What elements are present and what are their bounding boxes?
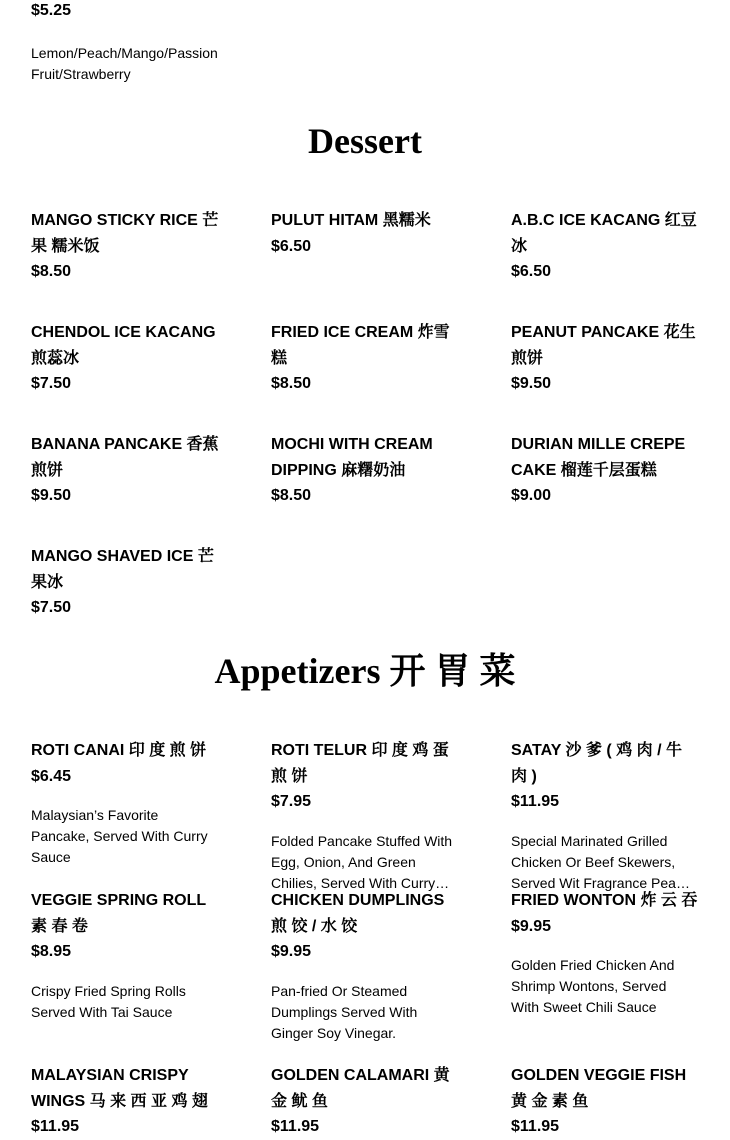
menu-item-name: MALAYSIAN CRISPY WINGS 马 来 西 亚 鸡 翅 — [31, 1067, 208, 1110]
menu-item-price: $8.50 — [271, 487, 312, 504]
menu-item-name: ROTI TELUR 印 度 鸡 蛋 煎 饼 — [271, 742, 449, 785]
menu-item-name: VEGGIE SPRING ROLL 素 春 卷 — [31, 892, 206, 935]
menu-item-fried-wonton[interactable] — [511, 888, 701, 1018]
menu-item-price: $9.95 — [511, 917, 552, 935]
menu-item-price: $6.50 — [511, 263, 552, 280]
menu-item-name: PULUT HITAM 黑糯米 — [271, 212, 431, 229]
menu-item-mango-shaved-ice[interactable] — [31, 544, 221, 621]
menu-item-fried-ice-cream[interactable] — [271, 320, 461, 397]
menu-item-price: $11.95 — [31, 1118, 80, 1135]
menu-item-mochi-cream-dipping[interactable] — [271, 432, 461, 509]
menu-item-name: GOLDEN CALAMARI 黄 金 鱿 鱼 — [271, 1067, 450, 1110]
menu-item-name: MANGO SHAVED ICE 芒果冰 — [31, 548, 214, 591]
menu-item-name: A.B.C ICE KACANG 红豆冰 — [511, 212, 697, 255]
menu-item-pulut-hitam[interactable] — [271, 208, 461, 259]
menu-item-description: Pan-fried Or Steamed Dumplings Served With Ginger Soy Vinegar. — [271, 982, 418, 1041]
menu-item-description: Special Marinated Grilled Chicken Or Beef Skewers, Served Wit Fragrance Peanut — [511, 832, 696, 891]
menu-item-price: $8.50 — [31, 263, 72, 280]
menu-item-price: $9.50 — [31, 487, 72, 504]
menu-item-peanut-pancake[interactable] — [511, 320, 701, 397]
menu-item-banana-pancake[interactable] — [31, 432, 221, 509]
menu-item-durian-mille-crepe[interactable] — [511, 432, 701, 509]
item-price: $5.25 — [31, 2, 72, 19]
menu-item-name: FRIED WONTON 炸 云 吞 — [511, 892, 698, 909]
menu-item-description: Crispy Fried Spring Rolls Served With Tai Sauce — [31, 982, 186, 1020]
item-description: Lemon/Peach/Mango/Passion Fruit/Strawberry — [31, 45, 218, 82]
menu-item-price: $8.95 — [31, 943, 72, 960]
menu-item-roti-canai[interactable] — [31, 738, 221, 868]
section-title-dessert: Dessert — [308, 121, 422, 161]
menu-item-price: $9.00 — [511, 487, 552, 504]
menu-item-golden-calamari[interactable] — [271, 1063, 461, 1140]
menu-item-name: BANANA PANCAKE 香蕉煎饼 — [31, 436, 219, 479]
menu-item-veggie-spring-roll[interactable] — [31, 888, 221, 1023]
menu-item-mango-sticky-rice[interactable] — [31, 208, 221, 285]
menu-item-name: FRIED ICE CREAM 炸雪糕 — [271, 324, 450, 367]
menu-item-name: DURIAN MILLE CREPE CAKE 榴莲千层蛋糕 — [511, 436, 686, 479]
menu-item-price: $11.95 — [511, 1118, 560, 1135]
menu-item-name: MANGO STICKY RICE 芒果 糯米饭 — [31, 212, 219, 255]
menu-item-malaysian-crispy-wings[interactable] — [31, 1063, 221, 1140]
menu-item-price: $9.95 — [271, 943, 312, 960]
menu-item-chendol-ice-kacang[interactable] — [31, 320, 221, 397]
menu-item-price: $7.95 — [271, 793, 312, 810]
menu-item-name: MOCHI WITH CREAM DIPPING 麻糬奶油 — [271, 436, 433, 479]
menu-item-name: GOLDEN VEGGIE FISH 黄 金 素 鱼 — [511, 1067, 687, 1110]
menu-item-chicken-dumplings[interactable] — [271, 888, 461, 1044]
menu-item-golden-veggie-fish[interactable] — [511, 1063, 701, 1140]
menu-item-price: $11.95 — [511, 793, 560, 810]
menu-item-price: $8.50 — [271, 375, 312, 392]
menu-item-price: $6.45 — [31, 767, 72, 785]
menu-item-name: CHICKEN DUMPLINGS 煎 饺 / 水 饺 — [271, 892, 445, 935]
menu-item-description: Folded Pancake Stuffed With Egg, Onion, And Green Chilies, Served With Curry — [271, 832, 453, 891]
menu-item-roti-telur[interactable] — [271, 738, 461, 894]
menu-item-abc-ice-kacang[interactable] — [511, 208, 701, 285]
menu-item-price: $11.95 — [271, 1118, 320, 1135]
menu-item-name: ROTI CANAI 印 度 煎 饼 — [31, 742, 207, 759]
menu-item-name: SATAY 沙 爹 ( 鸡 肉 / 牛 肉 ) — [511, 742, 682, 785]
menu-item-price: $7.50 — [31, 599, 72, 616]
menu-item-price: $9.50 — [511, 375, 552, 392]
menu-item-price: $6.50 — [271, 237, 312, 255]
section-title-appetizers: Appetizers 开 胃 菜 — [214, 651, 516, 691]
menu-item-price: $7.50 — [31, 375, 72, 392]
menu-item-description: Malaysian’s Favorite Pancake, Served With Curry Sauce — [31, 807, 208, 865]
menu-item-name: PEANUT PANCAKE 花生煎饼 — [511, 324, 696, 367]
menu-item-satay[interactable] — [511, 738, 701, 894]
menu-item-name: CHENDOL ICE KACANG 煎蕊冰 — [31, 324, 216, 367]
menu-item-description: Golden Fried Chicken And Shrimp Wontons, Served With Sweet Chili Sauce — [511, 957, 675, 1015]
